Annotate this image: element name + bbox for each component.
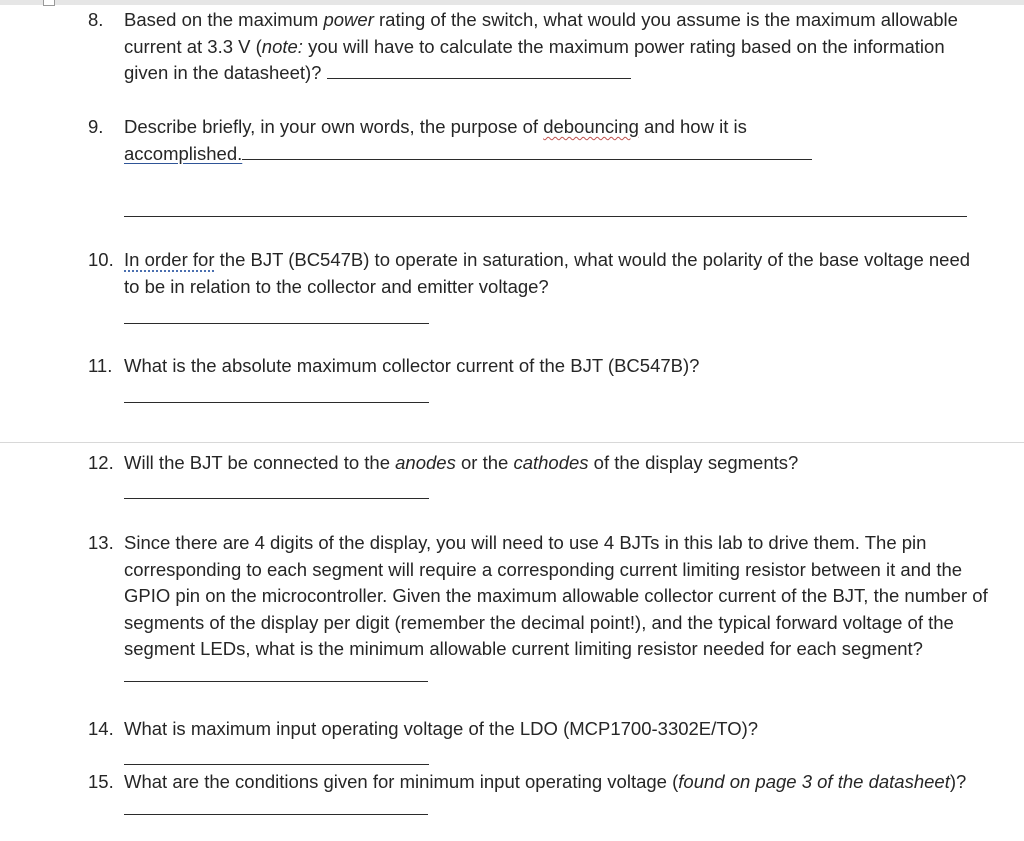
question-11: [88, 353, 988, 380]
answer-line[interactable]: [124, 323, 429, 324]
question-10: [88, 247, 988, 300]
question-text: Since there are 4 digits of the display, you will need to use 4 BJTs in this lab to drive them. The pin corresponding to each segment will require a corresponding current limiting resistor between it and the GPIO pin on the microcontroller. Given the maximum allowable collector current of the BJT, the number of segments of the display per digit (remember the decimal point!), and the typical forward voltage of the segment LEDs, what is the minimum allowable current limiting resistor needed for each segment?: [124, 530, 988, 690]
question-number: 8.: [88, 9, 104, 30]
question-number: 11.: [88, 355, 113, 376]
question-8: [88, 7, 988, 87]
answer-blank[interactable]: [327, 60, 631, 79]
question-text: In order for the BJT (BC547B) to operate in saturation, what would the polarity of the base voltage need to be in relation to the collector and emitter voltage?: [124, 249, 971, 297]
question-text: What is maximum input operating voltage of the LDO (MCP1700-3302E/TO)?: [124, 718, 759, 739]
answer-line[interactable]: [124, 216, 967, 217]
answer-blank[interactable]: [124, 663, 428, 682]
question-text: What are the conditions given for minimum input operating voltage (found on page 3 of the datasheet)?: [124, 769, 988, 822]
page-break-line: [0, 442, 1024, 443]
question-number: 14.: [88, 718, 114, 739]
top-border-strip: [0, 0, 1024, 5]
question-number: 15.: [88, 771, 114, 792]
question-number: 12.: [88, 452, 114, 473]
corner-checkbox: [43, 0, 55, 6]
question-number: 13.: [88, 532, 114, 553]
question-15: [88, 769, 988, 822]
answer-blank[interactable]: [124, 796, 428, 815]
question-number: 9.: [88, 116, 104, 137]
answer-line[interactable]: [124, 764, 429, 765]
answer-line[interactable]: [124, 498, 429, 499]
question-text: Based on the maximum power rating of the switch, what would you assume is the maximum allowable current at 3.3 V (note: you will have to calculate the maximum power rating based on the information given in the datasheet)?: [124, 9, 958, 84]
question-text: Describe briefly, in your own words, the purpose of debouncing and how it is accomplished.: [124, 114, 988, 167]
question-number: 10.: [88, 249, 114, 270]
question-text: Will the BJT be connected to the anodes or the cathodes of the display segments?: [124, 452, 799, 473]
answer-blank[interactable]: [242, 141, 812, 160]
question-13: [88, 530, 988, 690]
question-9: [88, 114, 988, 167]
question-text: What is the absolute maximum collector current of the BJT (BC547B)?: [124, 355, 700, 376]
answer-line[interactable]: [124, 402, 429, 403]
question-12: [88, 450, 988, 477]
question-14: [88, 716, 988, 743]
